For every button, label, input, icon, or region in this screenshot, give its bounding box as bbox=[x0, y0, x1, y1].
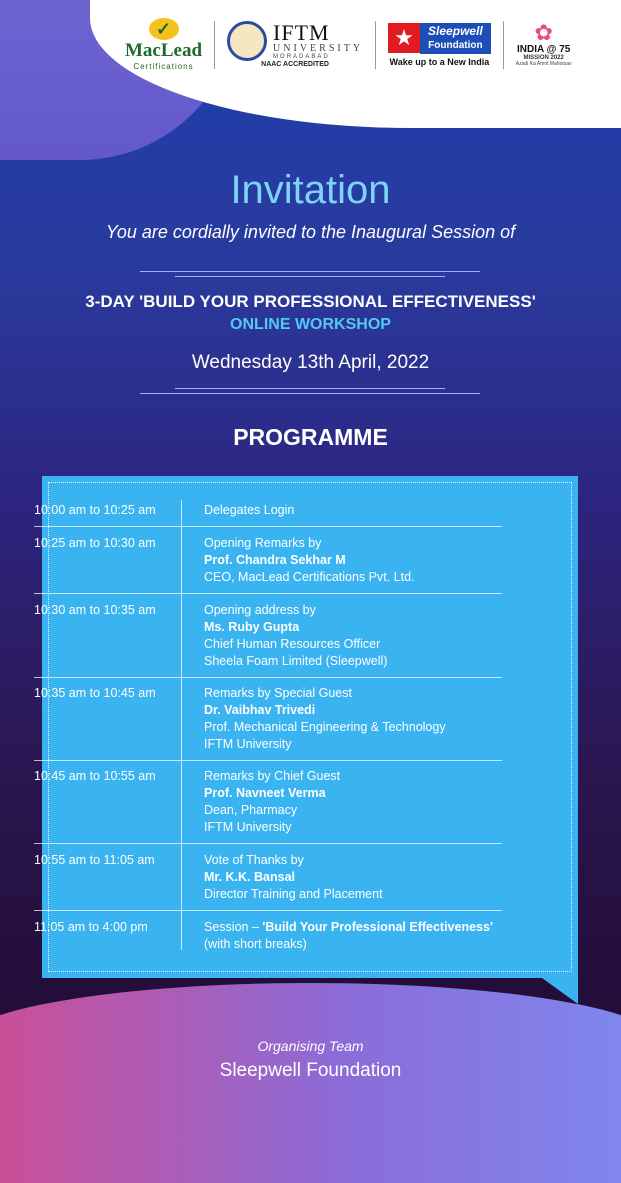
schedule-role: Opening Remarks by bbox=[204, 536, 322, 550]
schedule-speaker: Prof. Chandra Sekhar M bbox=[204, 553, 346, 567]
schedule-time: 10:00 am to 10:25 am bbox=[34, 503, 156, 517]
divider-rule bbox=[175, 276, 445, 277]
divider-rule bbox=[140, 393, 480, 394]
organising-name: Sleepwell Foundation bbox=[219, 1060, 402, 1081]
workshop-mode: ONLINE WORKSHOP bbox=[230, 316, 391, 333]
schedule-row bbox=[34, 919, 502, 959]
iftm-logo bbox=[227, 21, 363, 68]
schedule-note: (with short breaks) bbox=[204, 937, 307, 951]
maclead-name: MacLead bbox=[125, 40, 203, 61]
logo-bar bbox=[125, 18, 572, 71]
iftm-city: MORADABAD bbox=[273, 53, 330, 60]
schedule-detail bbox=[182, 852, 383, 910]
schedule-designation: Prof. Mechanical Engineering & Technology bbox=[204, 720, 446, 734]
schedule-detail bbox=[182, 602, 387, 677]
star-icon: ★ bbox=[388, 23, 420, 53]
schedule-speaker: Dr. Vaibhav Trivedi bbox=[204, 703, 316, 717]
divider bbox=[214, 21, 215, 69]
schedule-time: 10:30 am to 10:35 am bbox=[34, 603, 156, 617]
schedule-role: Session – bbox=[204, 920, 263, 934]
iftm-naac: NAAC ACCREDITED bbox=[261, 61, 329, 68]
schedule-time: 10:45 am to 10:55 am bbox=[34, 769, 156, 783]
divider bbox=[503, 21, 504, 69]
schedule-time: 10:35 am to 10:45 am bbox=[34, 686, 156, 700]
schedule-speaker: Mr. K.K. Bansal bbox=[204, 870, 295, 884]
schedule-time: 10:55 am to 11:05 am bbox=[34, 853, 155, 867]
india75-title: INDIA @ 75 bbox=[517, 44, 571, 55]
maclead-logo bbox=[125, 18, 202, 71]
sleepwell-logo bbox=[388, 23, 491, 67]
programme-heading: PROGRAMME bbox=[233, 424, 388, 450]
university-seal-icon bbox=[227, 21, 267, 61]
sleepwell-wordmark bbox=[420, 23, 491, 54]
invitation-subtitle: You are cordially invited to the Inaugural Session of bbox=[105, 222, 516, 242]
schedule-row bbox=[34, 602, 502, 678]
divider-rule bbox=[175, 388, 445, 389]
schedule-organisation: Sheela Foam Limited (Sleepwell) bbox=[204, 654, 388, 668]
divider bbox=[375, 21, 376, 69]
schedule-detail bbox=[182, 919, 493, 959]
iftm-name: IFTM bbox=[273, 19, 330, 45]
schedule-designation: Dean, Pharmacy bbox=[204, 803, 298, 817]
schedule-row bbox=[34, 768, 502, 844]
schedule-speaker: Prof. Navneet Verma bbox=[204, 786, 326, 800]
india75-mission: MISSION 2022 bbox=[523, 55, 564, 61]
schedule-role: Remarks by Special Guest bbox=[204, 686, 352, 700]
schedule-row bbox=[34, 852, 502, 911]
schedule-organisation: IFTM University bbox=[204, 737, 292, 751]
sleepwell-tagline: Wake up to a New India bbox=[389, 56, 490, 67]
check-icon: ✓ bbox=[149, 18, 179, 40]
schedule-row bbox=[34, 535, 502, 594]
event-date: Wednesday 13th April, 2022 bbox=[191, 352, 430, 373]
decorative-bottom-band bbox=[0, 983, 621, 1183]
india75-logo bbox=[516, 22, 572, 67]
schedule-detail bbox=[182, 685, 446, 760]
schedule-speaker: Ms. Ruby Gupta bbox=[204, 620, 300, 634]
india75-slogan: Azadi Ka Amrit Mahotsav bbox=[515, 61, 572, 67]
schedule-detail bbox=[182, 768, 340, 843]
schedule-time: 11:05 am to 4:00 pm bbox=[34, 920, 148, 934]
flower-icon: ✿ bbox=[534, 20, 553, 45]
iftm-univ: UNIVERSITY bbox=[273, 42, 364, 54]
schedule-role: Remarks by Chief Guest bbox=[204, 769, 341, 783]
organising-label: Organising Team bbox=[257, 1038, 364, 1054]
schedule-row bbox=[34, 685, 502, 761]
schedule-detail: Delegates Login bbox=[204, 503, 295, 517]
session-title: 'Build Your Professional Effectiveness' bbox=[262, 920, 493, 934]
schedule-row bbox=[34, 502, 502, 527]
schedule-designation: Director Training and Placement bbox=[204, 887, 383, 901]
divider-rule bbox=[140, 271, 480, 272]
workshop-title: 3-DAY 'BUILD YOUR PROFESSIONAL EFFECTIVENESS' bbox=[85, 292, 536, 311]
schedule-detail bbox=[182, 535, 415, 593]
sleepwell-foundation: Foundation bbox=[428, 39, 483, 51]
maclead-sub: Certifications bbox=[133, 62, 194, 71]
schedule-organisation: IFTM University bbox=[204, 820, 292, 834]
schedule-role: Vote of Thanks by bbox=[204, 853, 304, 867]
invitation-title: Invitation bbox=[230, 168, 391, 212]
schedule-designation: Chief Human Resources Officer bbox=[204, 637, 381, 651]
schedule-time: 10:25 am to 10:30 am bbox=[34, 536, 156, 550]
sleepwell-name: Sleepwell bbox=[428, 23, 483, 38]
schedule-designation: CEO, MacLead Certifications Pvt. Ltd. bbox=[204, 570, 415, 584]
schedule-role: Opening address by bbox=[204, 603, 316, 617]
